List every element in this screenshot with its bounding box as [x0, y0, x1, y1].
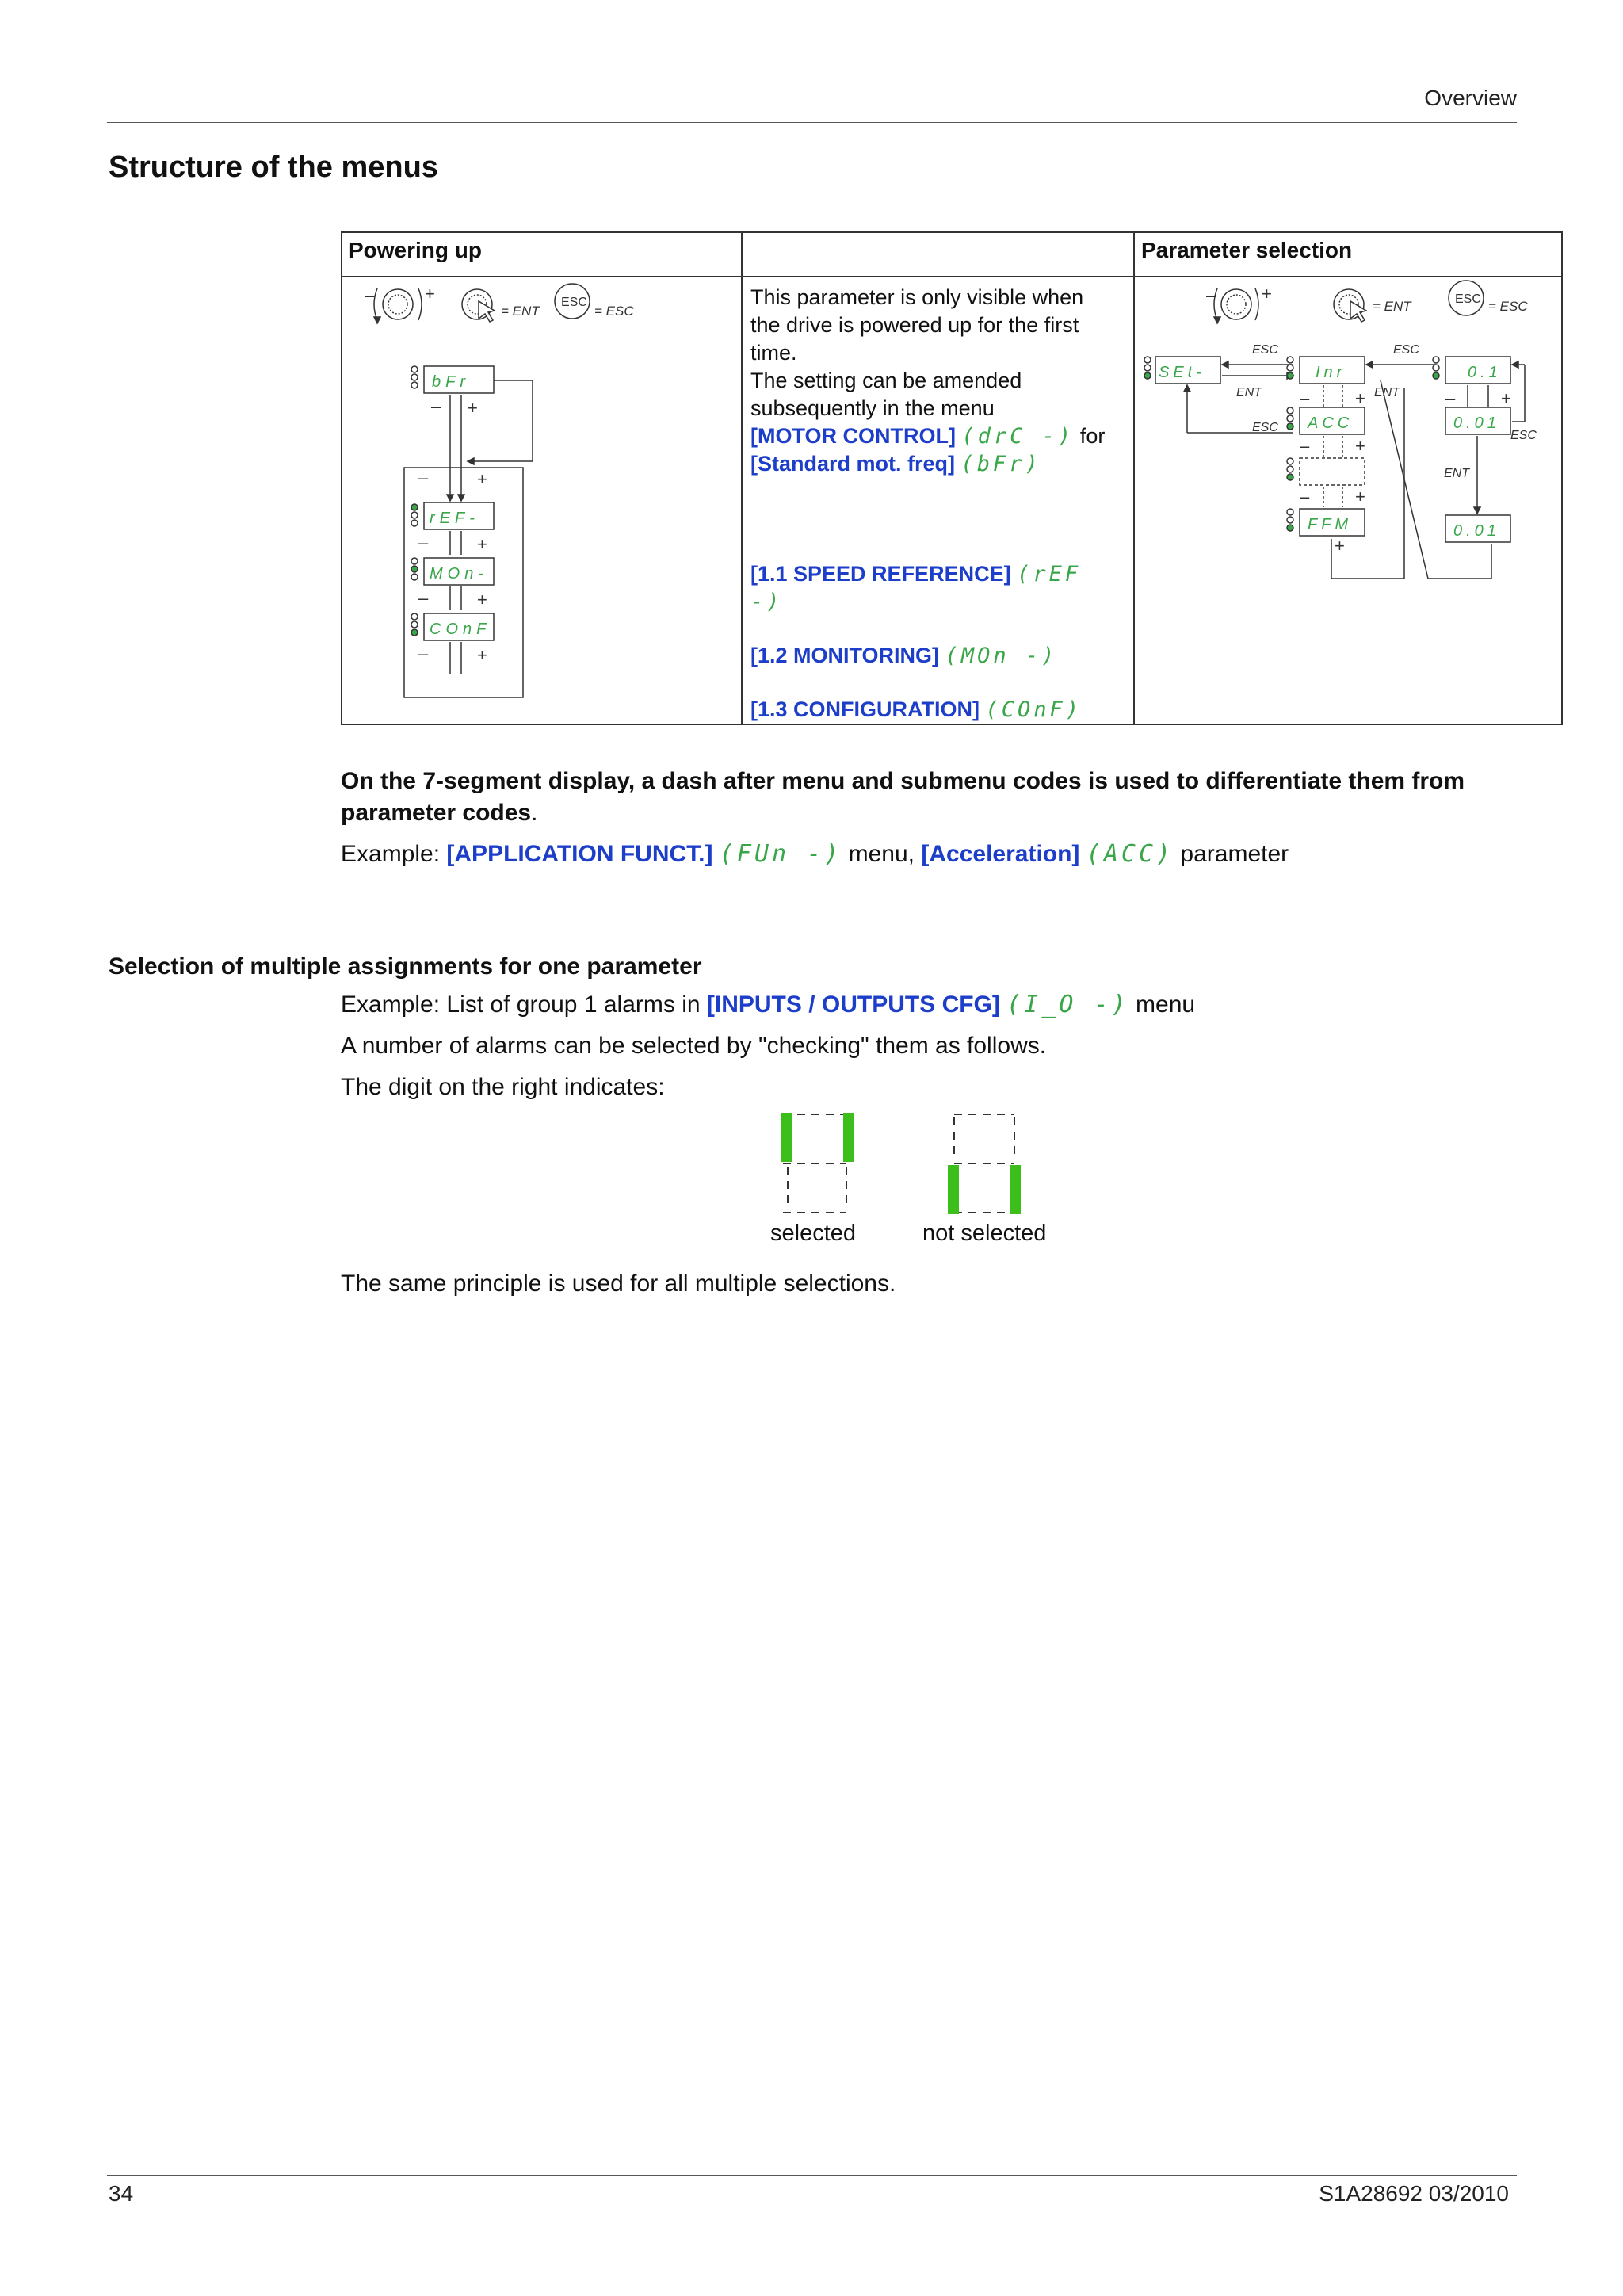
- esc-legend: = ESC: [594, 304, 634, 319]
- svg-text:+: +: [1355, 487, 1365, 506]
- selected-label: selected: [770, 1221, 857, 1246]
- monitoring-link[interactable]: [1.2 MONITORING]: [750, 644, 940, 667]
- application-funct-link[interactable]: [APPLICATION FUNCT.]: [446, 841, 713, 867]
- svg-text:–: –: [431, 396, 441, 416]
- not-selected-right-bar: [1010, 1165, 1021, 1214]
- segment-illustrations: [761, 1108, 1062, 1219]
- standard-mot-freq-link[interactable]: [Standard mot. freq]: [750, 452, 956, 476]
- svg-text:–: –: [1445, 388, 1456, 408]
- svg-text:0.1: 0.1: [1468, 364, 1502, 381]
- svg-text:0.01: 0.01: [1453, 415, 1500, 432]
- svg-text:FFM: FFM: [1308, 516, 1353, 533]
- display-ref-text: rEF-: [430, 510, 479, 527]
- svg-text:ENT: ENT: [1374, 386, 1400, 399]
- description-text: This parameter is only visible when the drive is powered up for the first time. The setting can be amended subsequently in the menu [MOTOR CONTROL] (drC -) for [Standard mot. freq] (bFr) [1.1 SPEED REFERENCE] (rEF -) [1.2 MONITORING] (MOn -) [1.3 CONFIGURATION] (COnF): [750, 285, 1106, 722]
- closing-line: The same principle is used for all multiple selections.: [341, 1270, 896, 1297]
- svg-text:–: –: [1300, 388, 1310, 408]
- svg-text:–: –: [418, 588, 429, 608]
- footer-rule: [107, 2175, 1517, 2176]
- display-conf-text: COnF: [430, 621, 491, 638]
- enter-dial-icon: [462, 289, 495, 322]
- header-parameter-selection: Parameter selection: [1134, 232, 1562, 277]
- svg-text:+: +: [477, 645, 487, 665]
- svg-text:SEt-: SEt-: [1159, 364, 1205, 381]
- not-selected-left-bar: [948, 1165, 959, 1214]
- selected-right-bar: [843, 1113, 854, 1162]
- section-heading-multiple: Selection of multiple assignments for one parameter: [109, 953, 702, 980]
- jog-dial-icon: [365, 284, 435, 323]
- svg-text:+: +: [1335, 536, 1345, 556]
- header-powering-up: Powering up: [342, 232, 742, 277]
- esc-legend: = ESC: [1488, 299, 1528, 314]
- svg-text:–: –: [418, 644, 429, 663]
- multi-line-3: The digit on the right indicates:: [341, 1074, 665, 1100]
- svg-text:ESC: ESC: [1252, 343, 1278, 357]
- svg-text:ESC: ESC: [561, 296, 587, 309]
- dash-note: On the 7-segment display, a dash after menu and submenu codes is used to differentiate them from parameter codes.: [341, 768, 1465, 826]
- svg-text:+: +: [1355, 436, 1365, 456]
- menu-structure-table: [341, 231, 1563, 725]
- multi-example-line: Example: List of group 1 alarms in [INPUTS / OUTPUTS CFG] (I_O -) menu: [341, 991, 1196, 1018]
- table-header-row: [342, 232, 1562, 277]
- svg-text:+: +: [1501, 388, 1511, 408]
- header-empty: [742, 232, 1134, 277]
- svg-text:ESC: ESC: [1510, 429, 1537, 442]
- selected-left-bar: [781, 1113, 792, 1162]
- ent-legend: = ENT: [1373, 299, 1411, 314]
- svg-text:ESC: ESC: [1252, 421, 1278, 434]
- speed-reference-link[interactable]: [1.1 SPEED REFERENCE]: [750, 562, 1011, 586]
- document-reference: S1A28692 03/2010: [1319, 2181, 1509, 2206]
- display-dashed: [1300, 458, 1365, 485]
- multi-line-2: A number of alarms can be selected by "checking" them as follows.: [341, 1033, 1047, 1059]
- svg-text:–: –: [1300, 436, 1310, 456]
- configuration-link[interactable]: [1.3 CONFIGURATION]: [750, 697, 980, 721]
- display-mon-text: MOn-: [430, 565, 488, 583]
- svg-text:+: +: [477, 469, 487, 489]
- svg-text:–: –: [365, 285, 375, 305]
- table-body-row: [342, 277, 1562, 724]
- powerup-diagram: [342, 277, 727, 712]
- ent-legend: = ENT: [501, 304, 540, 319]
- motor-control-link[interactable]: [MOTOR CONTROL]: [750, 424, 956, 448]
- header-rule: [107, 122, 1517, 123]
- header-section-label: Overview: [1424, 86, 1517, 110]
- description-cell: [742, 277, 1134, 724]
- led-indicators: [411, 366, 418, 388]
- not-selected-digit-icon: [954, 1114, 1014, 1213]
- page-title: Structure of the menus: [109, 151, 438, 184]
- svg-text:0.01: 0.01: [1453, 522, 1500, 540]
- display-bfr-text: bFr: [432, 373, 470, 391]
- svg-text:ESC: ESC: [1393, 343, 1419, 357]
- esc-button-icon: [555, 284, 590, 319]
- param-diagram-cell: [1134, 277, 1562, 724]
- svg-text:–: –: [418, 533, 429, 552]
- svg-text:+: +: [425, 284, 435, 304]
- svg-text:–: –: [1300, 487, 1310, 506]
- svg-text:ENT: ENT: [1444, 467, 1469, 480]
- page-number: 34: [109, 2181, 134, 2206]
- svg-text:+: +: [477, 590, 487, 609]
- svg-text:ESC: ESC: [1455, 292, 1481, 306]
- svg-text:+: +: [477, 534, 487, 554]
- svg-text:–: –: [1206, 285, 1216, 305]
- jog-dial-icon: [1206, 284, 1272, 323]
- acceleration-link[interactable]: [Acceleration]: [921, 841, 1080, 867]
- esc-button-icon: [1449, 281, 1484, 315]
- svg-text:+: +: [468, 398, 478, 418]
- svg-text:ACC: ACC: [1308, 415, 1354, 432]
- param-selection-diagram: [1135, 277, 1547, 712]
- example-line: Example: [APPLICATION FUNCT.] (FUn -) menu, [Acceleration] (ACC) parameter: [341, 840, 1289, 868]
- svg-text:Inr: Inr: [1316, 364, 1346, 381]
- svg-text:+: +: [1262, 284, 1272, 304]
- inputs-outputs-cfg-link[interactable]: [INPUTS / OUTPUTS CFG]: [706, 991, 1000, 1018]
- svg-text:–: –: [418, 468, 429, 487]
- svg-text:+: +: [1355, 388, 1365, 408]
- not-selected-label: not selected: [922, 1221, 1047, 1246]
- powerup-diagram-cell: [342, 277, 742, 724]
- enter-dial-icon: [1334, 289, 1366, 322]
- svg-text:ENT: ENT: [1236, 386, 1262, 399]
